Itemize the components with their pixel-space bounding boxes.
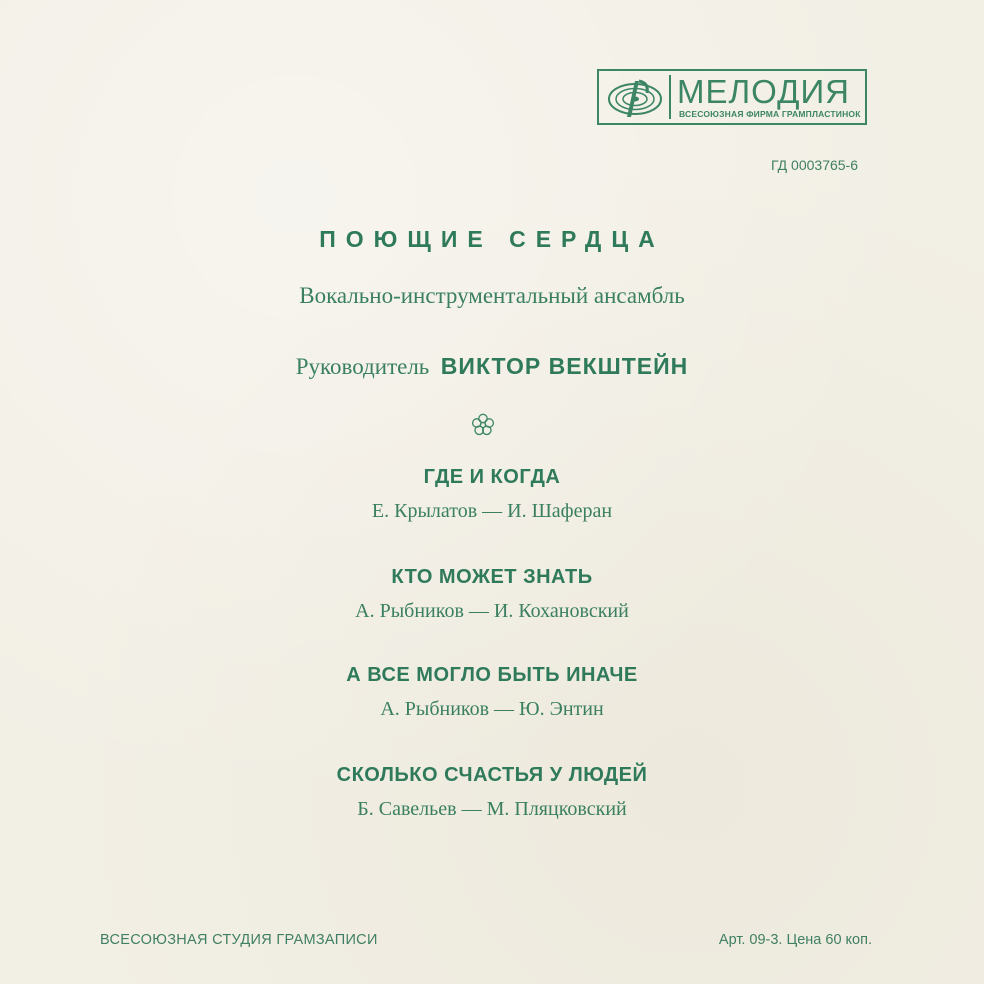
studio-credit: ВСЕСОЮЗНАЯ СТУДИЯ ГРАМЗАПИСИ xyxy=(100,932,378,948)
logo-divider xyxy=(669,75,671,119)
ensemble-type: Вокально-инструментальный ансамбль xyxy=(299,283,685,308)
track-title-1: ГДЕ И КОГДА xyxy=(423,466,561,488)
track-authors-3: А. Рыбников — Ю. Энтин xyxy=(380,698,604,720)
price-label: Арт. 09-3. Цена 60 коп. xyxy=(718,932,872,948)
melodiya-emblem-icon xyxy=(605,75,665,121)
catalog-number: ГД 0003765-6 xyxy=(771,157,858,173)
leader-name: ВИКТОР ВЕКШТЕЙН xyxy=(440,353,689,379)
track-authors-1: Е. Крылатов — И. Шаферан xyxy=(371,500,613,522)
ensemble-name: ПОЮЩИЕ СЕРДЦА xyxy=(319,226,665,252)
logo-subtitle: ВСЕСОЮЗНАЯ ФИРМА ГРАМПЛАСТИНОК xyxy=(679,109,861,119)
flower-ornament-icon xyxy=(470,412,496,438)
leader-line xyxy=(0,353,984,380)
track-authors-2: А. Рыбников — И. Кохановский xyxy=(355,600,629,622)
track-title-3: А ВСЕ МОГЛО БЫТЬ ИНАЧЕ xyxy=(346,664,638,686)
track-title-4: СКОЛЬКО СЧАСТЬЯ У ЛЮДЕЙ xyxy=(336,764,648,786)
logo-wordmark: МЕЛОДИЯ xyxy=(677,73,850,110)
track-title-2: КТО МОЖЕТ ЗНАТЬ xyxy=(391,566,593,588)
track-authors-4: Б. Савельев — М. Пляцковский xyxy=(357,798,627,820)
leader-label: Руководитель xyxy=(295,354,430,379)
melodiya-logo xyxy=(597,69,867,125)
